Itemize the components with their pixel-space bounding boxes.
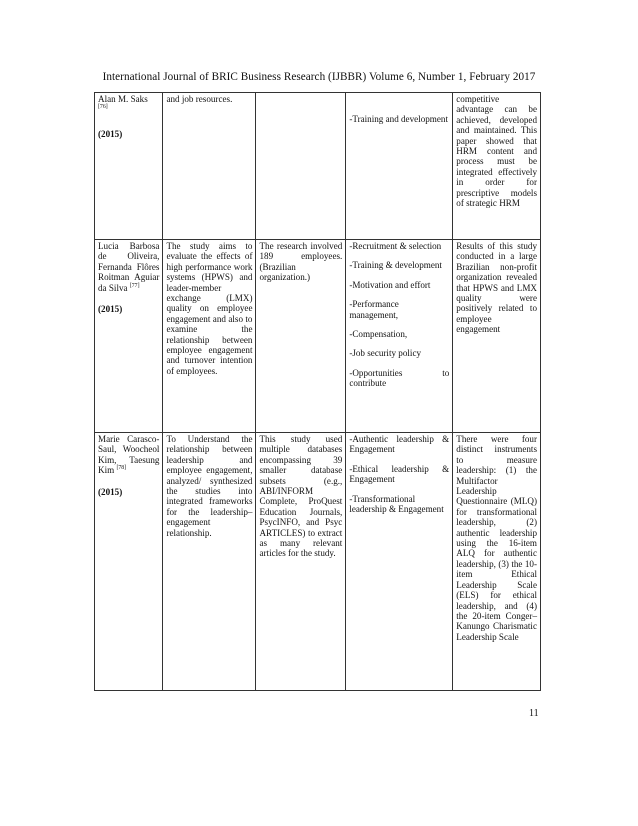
page-number: 11 (529, 708, 539, 719)
factor-item: -Job security policy (349, 348, 422, 359)
purpose-cell (163, 93, 256, 240)
factors-cell (346, 93, 453, 240)
factor-item: -Performance management, (349, 299, 399, 320)
running-header: International Journal of BRIC Business Research (IJBBR) Volume 6, Number 1, February 2017 (102, 71, 536, 83)
table-row (95, 433, 541, 691)
factors-cell (346, 240, 453, 433)
author-names: Lucia Barbosa de Oliveira, Fernanda Flôres Roitman Aguiar da Silva (98, 241, 160, 293)
factor-item: -Training & development (349, 260, 442, 271)
factor-item: -Authentic leadership & Engagement (349, 434, 450, 455)
publication-year: (2015) (98, 486, 123, 497)
table-row (95, 240, 541, 433)
factor-item: -Training and development (349, 114, 448, 124)
factor-item: -Motivation and effort (349, 279, 431, 290)
factors-cell (346, 433, 453, 691)
findings-text: Results of this study conducted in a large Brazilian non-profit organization revealed that HPWS and LMX quality were positively related to employee engagement (456, 241, 537, 335)
reference-number: [77] (129, 282, 140, 289)
factor-item: -Recruitment & selection (349, 241, 442, 251)
purpose-text: and job resources. (166, 94, 233, 104)
author-names: Marie Carasco-Saul, Woocheol Kim, Taesung Kim (98, 434, 160, 476)
literature-review-table (94, 92, 541, 691)
sample-text: This study used multiple databases encompassing 39 smaller database subsets (e.g., ABI/INFORM Complete, ProQuest Education Journals, PsycINFO, and Psyc ARTICLES) to extract as many relevant articles for the study. (259, 434, 343, 559)
publication-year: (2015) (98, 128, 123, 139)
purpose-cell (163, 433, 256, 691)
findings-cell (453, 433, 541, 691)
purpose-text: The study aims to evaluate the effects of high performance work systems (HPWS) and leader-member exchange (LMX) quality on employee engagement and also to examine the relationship between employee engagement and turnover intention of employees. (166, 241, 253, 376)
factor-item: -Transformational leadership & Engagement (349, 493, 444, 515)
findings-cell (453, 93, 541, 240)
reference-number: [76] (98, 104, 108, 111)
findings-text: There were four distinct instruments to measure leadership: (1) the Multifactor Leadership Questionnaire (MLQ) for transformational leadership, (2) authentic leadership using the 16-item ALQ for authentic leadership, (3) the 10-item Ethical Leadership Scale (ELS) for ethical leadership, and (4) the 20-item Conger–Kanungo Charismatic Leadership Scale (456, 434, 537, 642)
findings-text: competitive advantage can be achieved, developed and maintained. This paper showed that HRM content and process must be integrated effectively in order for prescriptive models of strategic HRM (456, 94, 537, 209)
author-cell (95, 240, 163, 433)
factor-item: -Compensation, (349, 329, 408, 340)
factor-item: -Ethical leadership & Engagement (349, 463, 450, 485)
sample-cell (256, 433, 346, 691)
author-names: Alan M. Saks (98, 94, 148, 104)
sample-cell (256, 240, 346, 433)
author-cell (95, 433, 163, 691)
author-cell (95, 93, 163, 240)
purpose-cell (163, 240, 256, 433)
reference-number: [78] (116, 465, 127, 472)
findings-cell (453, 240, 541, 433)
table-row (95, 93, 541, 240)
sample-text: The research involved 189 employees. (Brazilian organization.) (259, 241, 343, 283)
factor-item: -Opportunities to contribute (349, 367, 450, 389)
sample-cell (256, 93, 346, 240)
publication-year: (2015) (98, 304, 123, 315)
purpose-text: To Understand the relationship between leadership and employee engagement, analyzed/ synthesized the studies into integrated frameworks for the leadership–engagement relationship. (166, 434, 253, 538)
